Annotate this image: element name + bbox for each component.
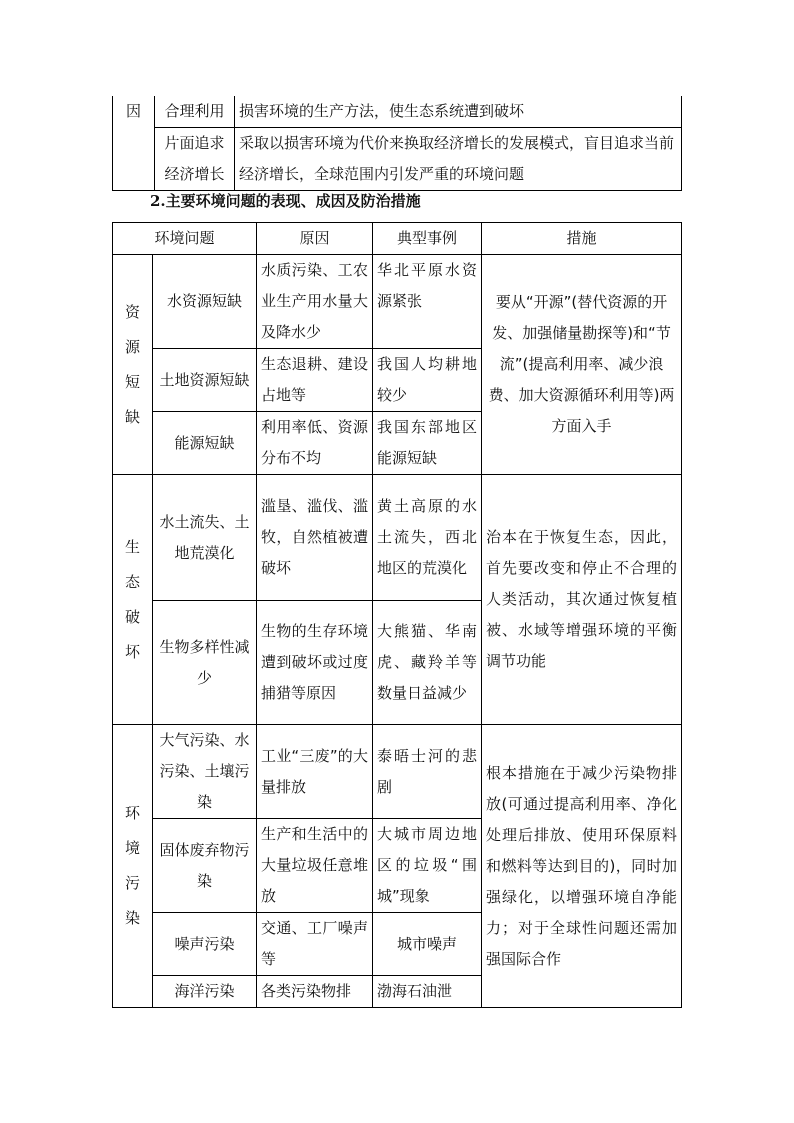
- measure-cell: 根本措施在于减少污染物排放(可通过提高利用率、净化处理后排放、使用环保原料和燃料等达到目的)，同时加强绿化，以增强环境自净能力；对于全球性问题还需加强国际合作: [482, 725, 682, 1008]
- example-cell: 渤海石油泄: [373, 976, 482, 1008]
- environment-issues-table: [112, 222, 682, 1008]
- description-cell: 采取以损害环境为代价来换取经济增长的发展模式，盲目追求当前经济增长，全球范围内引发严重的环境问题: [235, 128, 682, 191]
- issue-cell: 噪声污染: [153, 913, 257, 976]
- issue-cell: 水资源短缺: [153, 255, 257, 349]
- example-cell: 黄土高原的水土流失，西北地区的荒漠化: [373, 475, 482, 601]
- category-cell: [155, 128, 235, 191]
- issue-cell: 生物多样性减少: [153, 601, 257, 725]
- category-cell: 合理利用: [155, 96, 235, 128]
- cause-cell: 各类污染物排: [257, 976, 373, 1008]
- issue-cell: 大气污染、水污染、土壤污染: [153, 725, 257, 819]
- table-row: [113, 96, 682, 128]
- cause-cell: 滥垦、滥伐、滥牧，自然植被遭破坏: [257, 475, 373, 601]
- measure-cell: 治本在于恢复生态，因此，首先要改变和停止不合理的人类活动，其次通过恢复植被、水域等增强环境的平衡调节功能: [482, 475, 682, 725]
- category-line: 经济增长: [164, 165, 225, 183]
- example-cell: 城市噪声: [373, 913, 482, 976]
- example-cell: 我国东部地区能源短缺: [373, 412, 482, 475]
- table-row: [113, 128, 682, 191]
- header-cause: 原因: [257, 223, 373, 255]
- cause-cell: 生物的生存环境遭到破坏或过度捕猎等原因: [257, 601, 373, 725]
- header-measure: 措施: [482, 223, 682, 255]
- header-example: 典型事例: [373, 223, 482, 255]
- example-cell: 大熊猫、华南虎、藏羚羊等数量日益减少: [373, 601, 482, 725]
- group-label-pollution: 环 境 污 染: [113, 725, 153, 1008]
- example-cell: 华北平原水资源紧张: [373, 255, 482, 349]
- issue-cell: 土地资源短缺: [153, 349, 257, 412]
- cause-cell: 工业“三废”的大量排放: [257, 725, 373, 819]
- table-row: [113, 255, 682, 349]
- issue-cell: 水土流失、土地荒漠化: [153, 475, 257, 601]
- description-cell: 损害环境的生产方法，使生态系统遭到破坏: [235, 96, 682, 128]
- example-cell: 泰晤士河的悲剧: [373, 725, 482, 819]
- header-issue: 环境问题: [113, 223, 257, 255]
- cause-cell: 生产和生活中的大量垃圾任意堆放: [257, 819, 373, 913]
- cause-cell: 生态退耕、建设占地等: [257, 349, 373, 412]
- cause-cell: 水质污染、工农业生产用水量大及降水少: [257, 255, 373, 349]
- table-row: [113, 475, 682, 601]
- cause-cell: 利用率低、资源分布不均: [257, 412, 373, 475]
- measure-cell: 要从“开源”(替代资源的开发、加强储量勘探等)和“节流”(提高利用率、减少浪费、加大资源循环利用等)两方面入手: [482, 255, 682, 475]
- section-heading: 2.主要环境问题的表现、成因及防治措施: [150, 192, 421, 210]
- top-table: [112, 96, 682, 191]
- category-line: 片面追求: [164, 134, 225, 152]
- issue-cell: 能源短缺: [153, 412, 257, 475]
- table-header-row: [113, 223, 682, 255]
- example-cell: 我国人均耕地较少: [373, 349, 482, 412]
- issue-cell: 固体废弃物污染: [153, 819, 257, 913]
- group-label-ecology: 生 态 破 坏: [113, 475, 153, 725]
- issue-cell: 海洋污染: [153, 976, 257, 1008]
- example-cell: 大城市周边地区的垃圾“围城”现象: [373, 819, 482, 913]
- table-row: [113, 725, 682, 819]
- group-label-resource: 资 源 短 缺: [113, 255, 153, 475]
- row-label: 因: [113, 96, 155, 191]
- cause-cell: 交通、工厂噪声等: [257, 913, 373, 976]
